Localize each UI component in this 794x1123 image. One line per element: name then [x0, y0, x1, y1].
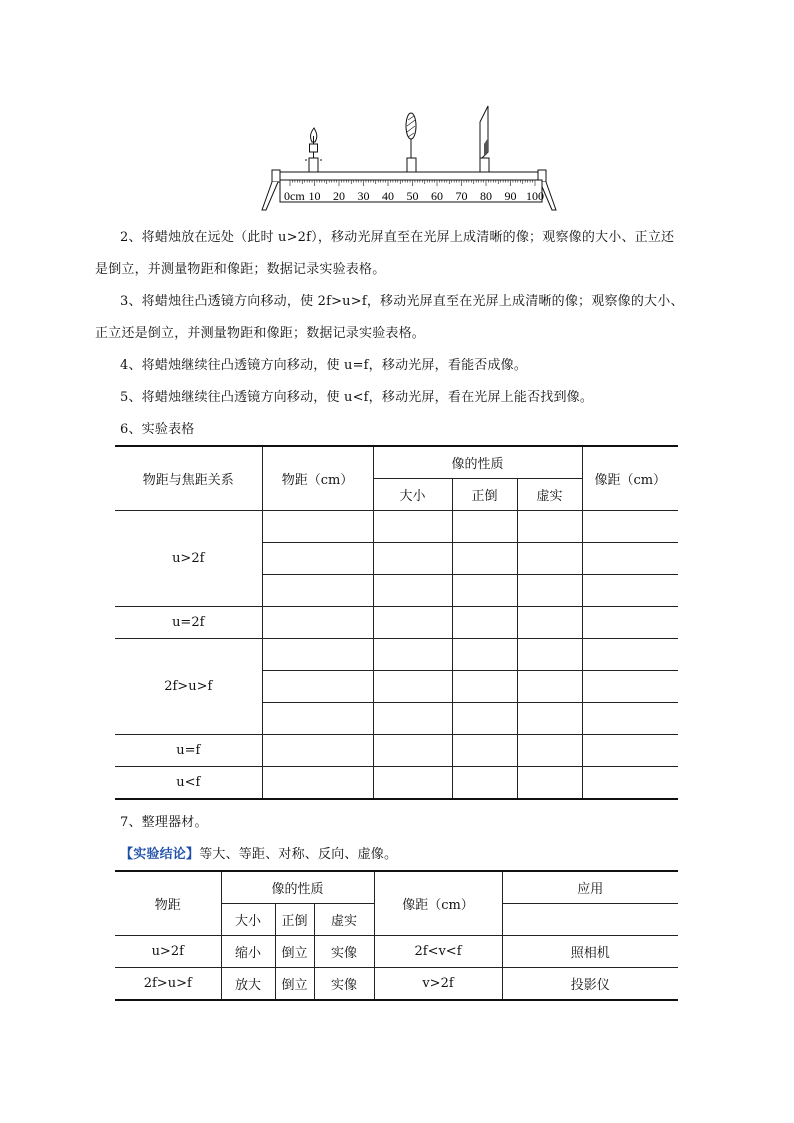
table-cell[interactable]: [373, 703, 452, 735]
table-cell[interactable]: [373, 639, 452, 671]
step-6: 6、实验表格: [120, 422, 195, 437]
table-cell[interactable]: [373, 767, 452, 800]
table-cell[interactable]: [582, 639, 678, 671]
cell-image-distance: v>2f: [374, 968, 502, 1001]
table-cell: [502, 904, 678, 936]
table-cell[interactable]: [582, 671, 678, 703]
header-object-distance: 物距: [115, 871, 221, 936]
cell-real-virtual: 实像: [314, 968, 374, 1001]
step-3-line-1: 3、将蜡烛往凸透镜方向移动，使 2f>u>f，移动光屏直至在光屏上成清晰的像；观察像的大小、: [120, 294, 684, 309]
table-cell[interactable]: [517, 511, 582, 543]
conclusion-table: [115, 870, 678, 1001]
step-7: 7、整理器材。: [120, 815, 208, 830]
table-cell[interactable]: [452, 543, 517, 575]
table-cell[interactable]: [582, 767, 678, 800]
table-cell[interactable]: [582, 575, 678, 607]
table-cell[interactable]: [517, 639, 582, 671]
table-cell[interactable]: [452, 575, 517, 607]
table-cell[interactable]: [582, 607, 678, 639]
table-cell[interactable]: [452, 767, 517, 800]
table-cell[interactable]: [517, 543, 582, 575]
table-cell[interactable]: [262, 511, 373, 543]
ruler-label: 10: [308, 189, 321, 203]
table-cell[interactable]: [452, 607, 517, 639]
convex-lens-icon: [406, 113, 416, 172]
header-image-nature: 像的性质: [221, 871, 374, 904]
header-real-virtual: 虚实: [517, 479, 582, 511]
table-cell[interactable]: [373, 543, 452, 575]
cell-object: u>2f: [115, 936, 221, 968]
ruler-label: 70: [455, 189, 468, 203]
table-cell[interactable]: [582, 735, 678, 767]
table-cell[interactable]: [582, 543, 678, 575]
header-object-distance: 物距（cm）: [262, 446, 373, 511]
table-cell[interactable]: [373, 735, 452, 767]
table-cell[interactable]: [517, 575, 582, 607]
ruler-label: 50: [406, 189, 419, 203]
table-row: [115, 968, 678, 1001]
table-cell[interactable]: [373, 511, 452, 543]
row-label-u-lt-f: u<f: [115, 767, 262, 800]
step-3-line-2: 正立还是倒立，并测量物距和像距；数据记录实验表格。: [95, 326, 426, 341]
header-size: 大小: [221, 904, 275, 936]
step-2-line-1: 2、将蜡烛放在远处（此时 u>2f），移动光屏直至在光屏上成清晰的像；观察像的大小、正立还: [120, 230, 675, 245]
table-cell[interactable]: [262, 735, 373, 767]
step-5: 5、将蜡烛继续往凸透镜方向移动，使 u<f，移动光屏，看在光屏上能否找到像。: [120, 390, 594, 405]
row-label-u-eq-f: u=f: [115, 735, 262, 767]
ruler-label: 0cm: [284, 189, 305, 203]
table-cell[interactable]: [262, 671, 373, 703]
table-cell[interactable]: [262, 639, 373, 671]
ruler-label: 100: [526, 189, 544, 203]
header-application: 应用: [502, 871, 678, 904]
table-cell[interactable]: [452, 703, 517, 735]
table-cell[interactable]: [517, 703, 582, 735]
ruler-label: 20: [333, 189, 345, 203]
table-cell[interactable]: [452, 639, 517, 671]
conclusion-tag: 【实验结论】: [120, 847, 200, 862]
cell-image-distance: 2f<v<f: [374, 936, 502, 968]
table-cell[interactable]: [517, 671, 582, 703]
table-cell[interactable]: [373, 671, 452, 703]
ruler-label: 40: [382, 189, 394, 203]
header-real-virtual: 虚实: [314, 904, 374, 936]
cell-orientation: 倒立: [275, 936, 314, 968]
header-size: 大小: [373, 479, 452, 511]
step-4: 4、将蜡烛继续往凸透镜方向移动，使 u=f，移动光屏，看能否成像。: [120, 358, 528, 373]
table-cell[interactable]: [517, 767, 582, 800]
conclusion-text: 等大、等距、对称、反向、虚像。: [199, 847, 398, 862]
table-cell[interactable]: [262, 575, 373, 607]
table-cell[interactable]: [262, 607, 373, 639]
header-image-distance: 像距（cm）: [374, 871, 502, 936]
ruler-label: 60: [431, 189, 443, 203]
table-cell[interactable]: [452, 511, 517, 543]
table-cell[interactable]: [582, 511, 678, 543]
row-label-2f-gt-u-gt-f: 2f>u>f: [115, 639, 262, 735]
table-cell[interactable]: [517, 735, 582, 767]
header-orientation: 正倒: [275, 904, 314, 936]
optical-bench-figure: [260, 100, 560, 216]
light-screen-icon: [480, 106, 489, 172]
conclusion: [120, 845, 397, 865]
cell-orientation: 倒立: [275, 968, 314, 1001]
cell-object: 2f>u>f: [115, 968, 221, 1001]
table-cell[interactable]: [582, 703, 678, 735]
step-2-line-2: 是倒立，并测量物距和像距；数据记录实验表格。: [95, 262, 386, 277]
cell-application: 照相机: [502, 936, 678, 968]
ruler-label: 30: [357, 189, 370, 203]
table-cell[interactable]: [517, 607, 582, 639]
cell-size: 放大: [221, 968, 275, 1001]
table-cell[interactable]: [452, 671, 517, 703]
header-image-distance: 像距（cm）: [582, 446, 678, 511]
cell-size: 缩小: [221, 936, 275, 968]
table-cell[interactable]: [262, 703, 373, 735]
ruler-label: 90: [504, 189, 517, 203]
cell-application: 投影仪: [502, 968, 678, 1001]
row-label-u-eq-2f: u=2f: [115, 607, 262, 639]
header-image-nature: 像的性质: [373, 446, 582, 479]
ruler-label: 80: [480, 189, 492, 203]
experiment-record-table: [115, 445, 678, 800]
candle-icon: [305, 128, 322, 172]
table-row: [115, 936, 678, 968]
table-cell[interactable]: [373, 575, 452, 607]
table-cell[interactable]: [452, 735, 517, 767]
header-relation: 物距与焦距关系: [115, 446, 262, 511]
cell-real-virtual: 实像: [314, 936, 374, 968]
row-label-u-gt-2f: u>2f: [115, 511, 262, 607]
table-cell[interactable]: [262, 767, 373, 800]
table-cell[interactable]: [262, 543, 373, 575]
header-orientation: 正倒: [452, 479, 517, 511]
table-cell[interactable]: [373, 607, 452, 639]
